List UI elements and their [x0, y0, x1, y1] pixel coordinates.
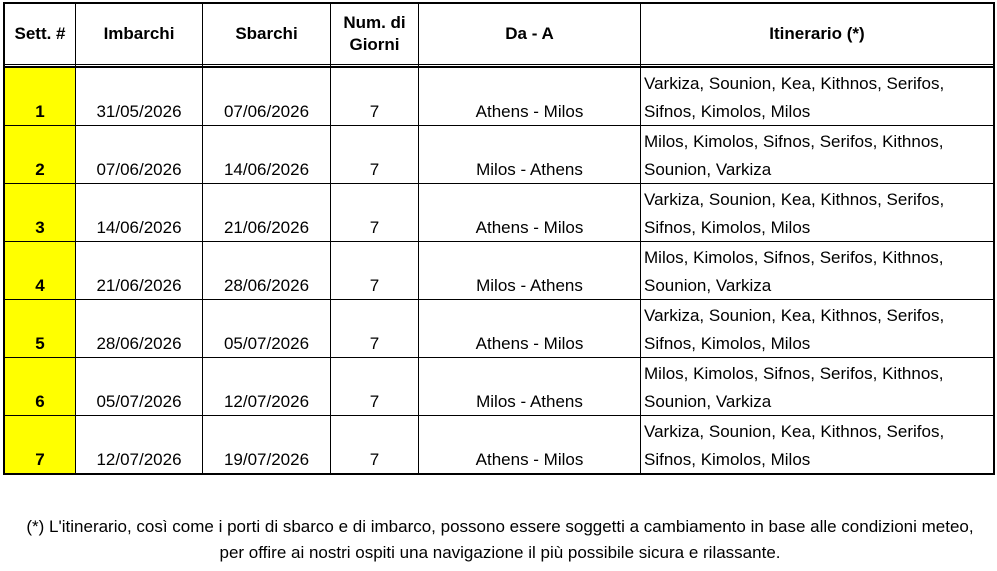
itinerary-cell: Varkiza, Sounion, Kea, Kithnos, Serifos, Sifnos, Kimolos, Milos [644, 74, 945, 121]
days-count-cell: 7 [331, 300, 419, 357]
itinerary-cell: Milos, Kimolos, Sifnos, Serifos, Kithnos, Sounion, Varkiza [644, 132, 944, 179]
embark-date-cell: 21/06/2026 [76, 242, 203, 299]
disembark-date-cell: 12/07/2026 [203, 358, 331, 415]
table-row [5, 300, 993, 358]
itinerary-cell: Varkiza, Sounion, Kea, Kithnos, Serifos, Sifnos, Kimolos, Milos [644, 190, 945, 237]
embark-date-cell: 07/06/2026 [76, 126, 203, 183]
itinerary-cell: Varkiza, Sounion, Kea, Kithnos, Serifos, Sifnos, Kimolos, Milos [644, 306, 945, 353]
days-count-cell: 7 [331, 242, 419, 299]
table-row [5, 358, 993, 416]
itinerary-footnote: (*) L'itinerario, così come i porti di sbarco e di imbarco, possono essere soggetti a cambiamento in base alle condizioni meteo, per offire ai nostri ospiti una navigazione il più possibile sicura e rilassante. [26, 517, 974, 562]
embark-date-cell: 05/07/2026 [76, 358, 203, 415]
header-week: Sett. # [5, 4, 76, 64]
spacer-cell [76, 65, 203, 66]
route-cell: Milos - Athens [419, 358, 641, 415]
table-row [5, 68, 993, 126]
days-count-cell: 7 [331, 184, 419, 241]
week-number-cell: 3 [5, 184, 76, 241]
days-count-cell: 7 [331, 68, 419, 125]
route-cell: Athens - Milos [419, 68, 641, 125]
route-cell: Athens - Milos [419, 184, 641, 241]
table-row [5, 242, 993, 300]
spacer-cell [419, 65, 641, 66]
itinerary-cell: Milos, Kimolos, Sifnos, Serifos, Kithnos, Sounion, Varkiza [644, 364, 944, 411]
days-count-cell: 7 [331, 358, 419, 415]
route-cell: Athens - Milos [419, 300, 641, 357]
week-number-cell: 7 [5, 416, 76, 473]
week-number-cell: 6 [5, 358, 76, 415]
table-row [5, 416, 993, 473]
route-cell: Milos - Athens [419, 126, 641, 183]
route-cell: Athens - Milos [419, 416, 641, 473]
week-number-cell: 5 [5, 300, 76, 357]
disembark-date-cell: 14/06/2026 [203, 126, 331, 183]
header-disembark: Sbarchi [203, 4, 331, 64]
week-number-cell: 4 [5, 242, 76, 299]
days-count-cell: 7 [331, 126, 419, 183]
header-itinerary: Itinerario (*) [769, 24, 865, 43]
embark-date-cell: 14/06/2026 [76, 184, 203, 241]
header-route: Da - A [419, 4, 641, 64]
disembark-date-cell: 19/07/2026 [203, 416, 331, 473]
spacer-cell [331, 65, 419, 66]
itinerary-cell: Varkiza, Sounion, Kea, Kithnos, Serifos, Sifnos, Kimolos, Milos [644, 422, 945, 469]
schedule-table [3, 2, 995, 475]
header-embark: Imbarchi [76, 4, 203, 64]
embark-date-cell: 12/07/2026 [76, 416, 203, 473]
table-row [5, 184, 993, 242]
disembark-date-cell: 05/07/2026 [203, 300, 331, 357]
spacer-cell [203, 65, 331, 66]
route-cell: Milos - Athens [419, 242, 641, 299]
table-body [5, 68, 993, 473]
table-header-row [5, 4, 993, 65]
disembark-date-cell: 21/06/2026 [203, 184, 331, 241]
header-days: Num. di Giorni [331, 4, 419, 64]
table-row [5, 126, 993, 184]
disembark-date-cell: 07/06/2026 [203, 68, 331, 125]
spacer-cell [641, 65, 993, 66]
week-number-cell: 2 [5, 126, 76, 183]
days-count-cell: 7 [331, 416, 419, 473]
spacer-cell [5, 65, 76, 66]
embark-date-cell: 31/05/2026 [76, 68, 203, 125]
itinerary-cell: Milos, Kimolos, Sifnos, Serifos, Kithnos, Sounion, Varkiza [644, 248, 944, 295]
disembark-date-cell: 28/06/2026 [203, 242, 331, 299]
embark-date-cell: 28/06/2026 [76, 300, 203, 357]
week-number-cell: 1 [5, 68, 76, 125]
